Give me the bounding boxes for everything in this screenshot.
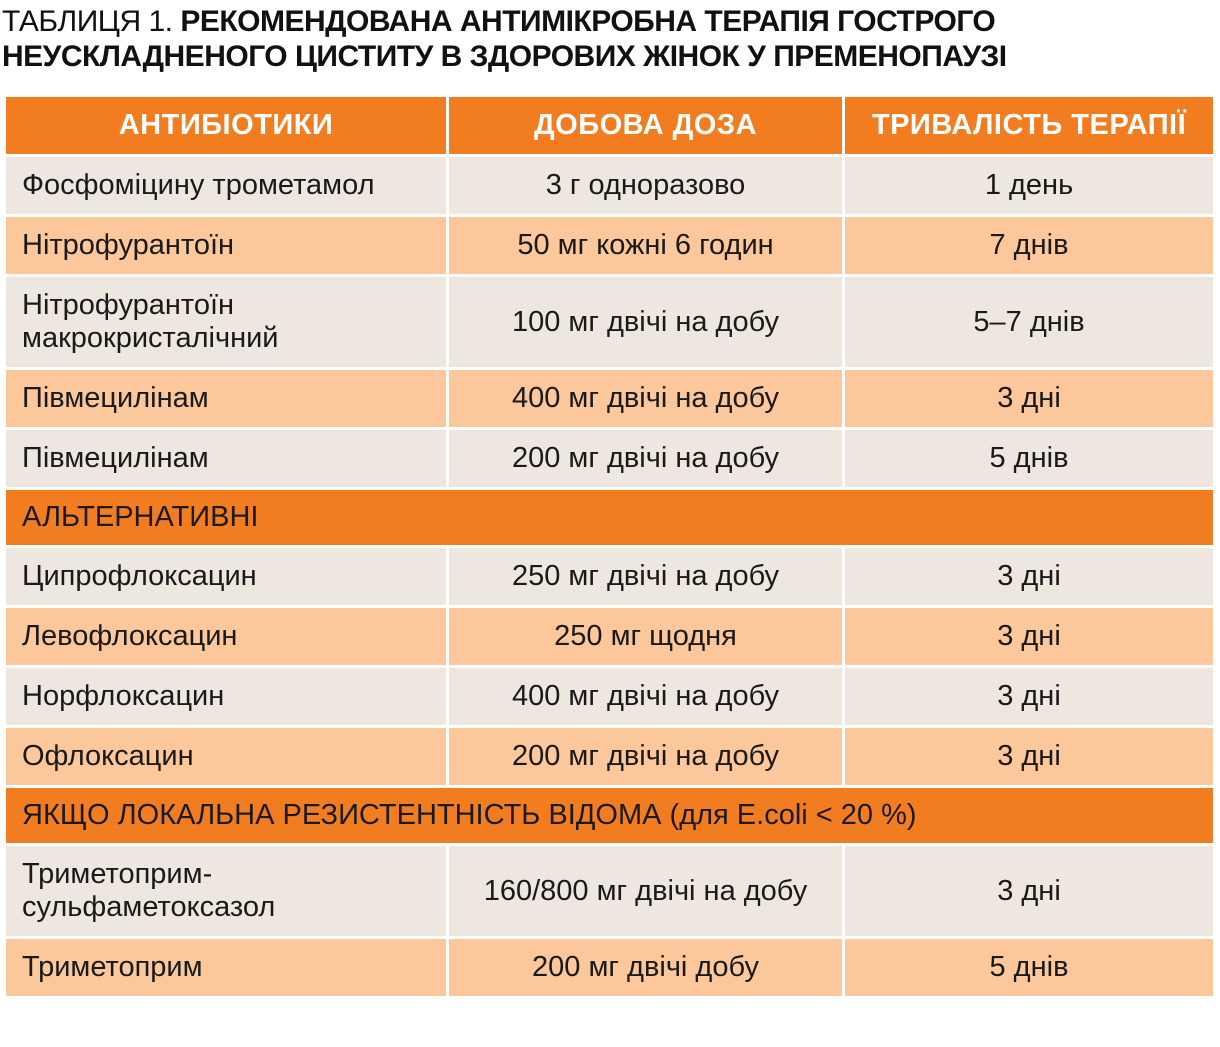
duration-cell: 1 день xyxy=(845,157,1213,214)
duration-cell: 3 дні xyxy=(845,548,1213,605)
drug-cell: Ципрофлоксацин xyxy=(6,548,446,605)
dose-cell: 50 мг кожні 6 годин xyxy=(449,217,842,274)
header-daily-dose: ДОБОВА ДОЗА xyxy=(449,97,842,154)
table-row xyxy=(6,668,1213,725)
drug-cell: Нітрофурантоїн xyxy=(6,217,446,274)
duration-cell: 3 дні xyxy=(845,668,1213,725)
table-title xyxy=(2,4,1212,74)
duration-cell: 7 днів xyxy=(845,217,1213,274)
drug-cell: Норфлоксацин xyxy=(6,668,446,725)
header-antibiotics: АНТИБІОТИКИ xyxy=(6,97,446,154)
duration-cell: 5–7 днів xyxy=(845,277,1213,367)
dose-cell: 400 мг двічі на добу xyxy=(449,668,842,725)
section-row-alternatives xyxy=(6,490,1213,545)
section-row-resistance xyxy=(6,788,1213,843)
dose-cell: 200 мг двічі на добу xyxy=(449,430,842,487)
dose-cell: 250 мг двічі на добу xyxy=(449,548,842,605)
table-row xyxy=(6,157,1213,214)
header-duration: ТРИВАЛІСТЬ ТЕРАПІЇ xyxy=(845,97,1213,154)
dose-cell: 400 мг двічі на добу xyxy=(449,370,842,427)
drug-cell: Офлоксацин xyxy=(6,728,446,785)
table-row xyxy=(6,217,1213,274)
header-row xyxy=(6,97,1213,154)
duration-cell: 3 дні xyxy=(845,370,1213,427)
drug-cell: Нітрофурантоїн макрокристалічний xyxy=(6,277,446,367)
duration-cell: 3 дні xyxy=(845,608,1213,665)
duration-cell: 5 днів xyxy=(845,939,1213,996)
duration-cell: 5 днів xyxy=(845,430,1213,487)
dose-cell: 250 мг щодня xyxy=(449,608,842,665)
table-row xyxy=(6,370,1213,427)
table-row xyxy=(6,939,1213,996)
therapy-table xyxy=(3,94,1216,999)
dose-cell: 200 мг двічі на добу xyxy=(449,728,842,785)
duration-cell: 3 дні xyxy=(845,728,1213,785)
section-label: АЛЬТЕРНАТИВНІ xyxy=(6,490,1213,545)
drug-cell: Півмецилінам xyxy=(6,430,446,487)
dose-cell: 200 мг двічі добу xyxy=(449,939,842,996)
drug-cell: Півмецилінам xyxy=(6,370,446,427)
drug-cell: Левофлоксацин xyxy=(6,608,446,665)
dose-cell: 100 мг двічі на добу xyxy=(449,277,842,367)
duration-cell: 3 дні xyxy=(845,846,1213,936)
table-row xyxy=(6,548,1213,605)
drug-cell: Фосфоміцину трометамол xyxy=(6,157,446,214)
table-row xyxy=(6,277,1213,367)
table-row xyxy=(6,846,1213,936)
dose-cell: 3 г одноразово xyxy=(449,157,842,214)
table-row xyxy=(6,608,1213,665)
drug-cell: Триметоприм-сульфаметоксазол xyxy=(6,846,446,936)
table-number: ТАБЛИЦЯ 1. xyxy=(2,5,173,38)
dose-cell: 160/800 мг двічі на добу xyxy=(449,846,842,936)
section-label: ЯКЩО ЛОКАЛЬНА РЕЗИСТЕНТНІСТЬ ВІДОМА (для E.coli < 20 %) xyxy=(6,788,1213,843)
table-row xyxy=(6,728,1213,785)
drug-cell: Триметоприм xyxy=(6,939,446,996)
table-row xyxy=(6,430,1213,487)
table-caption: РЕКОМЕНДОВАНА АНТИМІКРОБНА ТЕРАПІЯ ГОСТРОГО НЕУСКЛАДНЕНОГО ЦИСТИТУ В ЗДОРОВИХ ЖІНОК У ПРЕМЕНОПАУЗІ xyxy=(2,5,1007,73)
